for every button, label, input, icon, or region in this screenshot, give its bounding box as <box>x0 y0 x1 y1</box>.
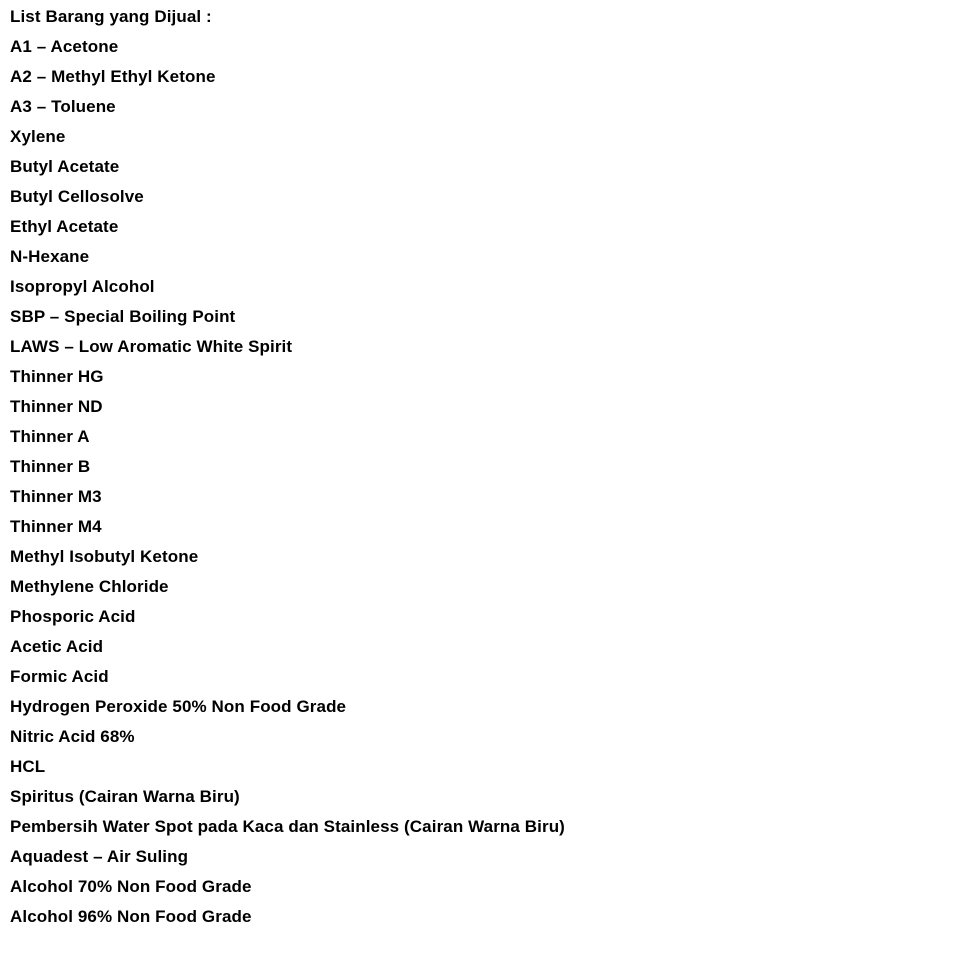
list-item: A3 – Toluene <box>10 97 116 116</box>
list-item: Acetic Acid <box>10 637 104 656</box>
list-item: Spiritus (Cairan Warna Biru) <box>10 787 240 806</box>
list-item: Thinner M4 <box>10 517 102 536</box>
list-item: Alcohol 96% Non Food Grade <box>10 907 252 926</box>
list-item: Xylene <box>10 127 66 146</box>
product-list <box>10 32 958 932</box>
list-item: Pembersih Water Spot pada Kaca dan Stainless (Cairan Warna Biru) <box>10 817 565 836</box>
list-item: Methyl Isobutyl Ketone <box>10 547 199 566</box>
list-item: Methylene Chloride <box>10 577 169 596</box>
list-item: Thinner HG <box>10 367 104 386</box>
list-item: Alcohol 70% Non Food Grade <box>10 877 252 896</box>
list-item: Nitric Acid 68% <box>10 727 135 746</box>
list-item: Isopropyl Alcohol <box>10 277 155 296</box>
list-item: Thinner A <box>10 427 90 446</box>
list-item: SBP – Special Boiling Point <box>10 307 236 326</box>
list-item: Thinner B <box>10 457 91 476</box>
list-item: Butyl Acetate <box>10 157 120 176</box>
list-item: Phosporic Acid <box>10 607 136 626</box>
list-item: Hydrogen Peroxide 50% Non Food Grade <box>10 697 347 716</box>
list-item: HCL <box>10 757 46 776</box>
list-item: Butyl Cellosolve <box>10 187 144 206</box>
list-item: Formic Acid <box>10 667 109 686</box>
list-item: Thinner ND <box>10 397 103 416</box>
list-item: A2 – Methyl Ethyl Ketone <box>10 67 216 86</box>
list-item: N-Hexane <box>10 247 90 266</box>
list-title: List Barang yang Dijual : <box>10 7 212 26</box>
list-item: A1 – Acetone <box>10 37 119 56</box>
list-item: Ethyl Acetate <box>10 217 119 236</box>
list-item: LAWS – Low Aromatic White Spirit <box>10 337 293 356</box>
list-item: Thinner M3 <box>10 487 102 506</box>
list-item: Aquadest – Air Suling <box>10 847 189 866</box>
